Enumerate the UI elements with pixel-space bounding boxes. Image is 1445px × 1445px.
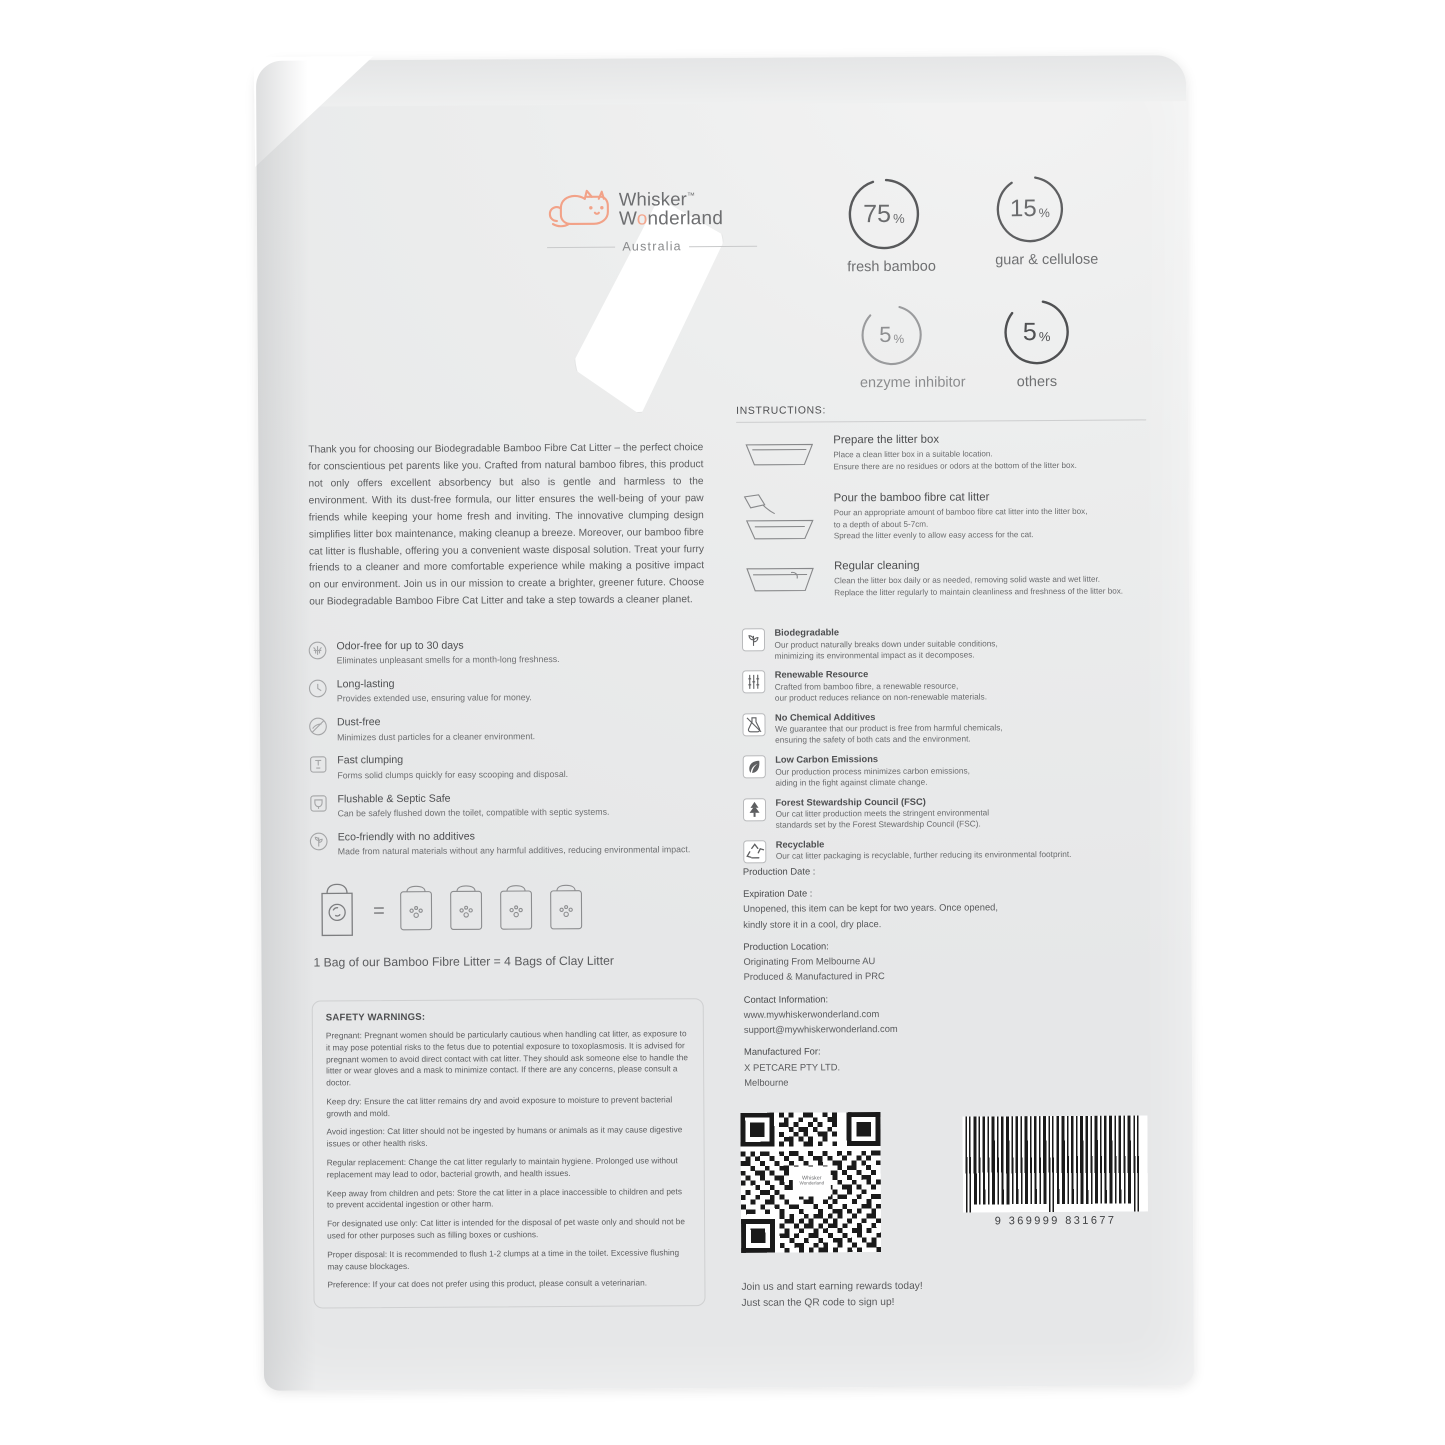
instructions-heading: INSTRUCTIONS: [736, 405, 827, 417]
renewable-bamboo-icon [742, 670, 766, 694]
manufactured-in-text: Produced & Manufactured in PRC [743, 970, 885, 983]
expiration-date-label: Expiration Date : [743, 887, 813, 900]
composition-item-3 [1002, 298, 1071, 390]
odor-free-icon [307, 640, 327, 660]
eco-claim-desc: Our production process minimizes carbon emissions, aiding in the fight against climate change. [775, 765, 970, 788]
rewards-callout [741, 1279, 922, 1313]
brand-name-line2-accent: o [636, 208, 648, 230]
dust-free-icon [308, 717, 328, 737]
eco-claim-item [741, 625, 1141, 661]
composition-value-3: 5 [1022, 317, 1037, 346]
safety-warning-item: Preference: If your cat does not prefer using this product, please consult a veterinarian. [327, 1277, 648, 1290]
biodegradable-icon [741, 628, 765, 652]
composition-label-1: guar & cellulose [995, 251, 1099, 269]
trademark-symbol: ™ [686, 191, 696, 201]
equals-sign: = [373, 900, 385, 923]
clay-bag-icon [397, 884, 435, 939]
feature-item [308, 714, 708, 743]
safety-warning-item: Avoid ingestion: Cat litter should not be ingested by humans or animals as it may cause digestive issues or other health risks. [326, 1124, 683, 1149]
toilet-icon [308, 793, 328, 813]
brand-name-line2-post: nderland [647, 207, 724, 230]
eco-claim-desc: Crafted from bamboo fibre, a renewable resource, our product reduces reliance on non-renewable materials. [774, 680, 988, 703]
safety-warning-item: Proper disposal: It is recommended to flush 1-2 clumps at a time in the toilet. Excessive flushing may cause blockages. [327, 1247, 680, 1271]
fsc-tree-icon [742, 797, 766, 821]
eco-claim-title: Biodegradable [774, 627, 840, 638]
feature-desc: Made from natural materials without any harmful additives, reducing environmental impact. [337, 844, 691, 857]
recyclable-icon [743, 840, 767, 864]
barcode-bars [962, 1115, 1148, 1212]
instruction-title: Prepare the litter box [833, 433, 940, 447]
company-name: X PETCARE PTY LTD. [744, 1060, 841, 1073]
logo-divider-right [689, 245, 757, 246]
instruction-desc: Clean the litter box daily or as needed, removing solid waste and wet litter. Replace the litter regularly to maintain cleanliness and freshness of the litter box. [834, 574, 1124, 598]
eco-claim-desc: Our cat litter packaging is recyclable, further reducing its environmental footprint. [775, 849, 1072, 862]
composition-item-2 [859, 303, 965, 392]
feature-title: Odor-free for up to 30 days [336, 639, 464, 653]
safety-warning-item: Keep dry: Ensure the cat litter remains dry and avoid exposure to moisture to prevent bacterial growth and mold. [326, 1094, 673, 1119]
feature-title: Long-lasting [336, 678, 395, 691]
eco-claim-desc: We guarantee that our product is free from harmful chemicals, ensuring the safety of both cats and the environment. [775, 722, 1003, 746]
brand-name-line1: Whisker [618, 188, 688, 210]
brand-country: Australia [622, 239, 682, 254]
feature-title: Flushable & Septic Safe [337, 792, 451, 805]
clay-bag-icon [447, 883, 485, 938]
eco-claim-item [742, 668, 1142, 704]
equivalence-caption: 1 Bag of our Bamboo Fibre Litter = 4 Bags of Clay Litter [313, 953, 614, 970]
litter-bag-icon [313, 880, 361, 943]
product-intro-paragraph: Thank you for choosing our Biodegradable Bamboo Fibre Cat Litter – the perfect choice for conscientious pet parents like you. Crafted from natural bamboo fibres, this product not only offers excellent absorbency but also is gentle and harmless to the environment. With its dust-free formula, our litter ensures the well-being of your paw friends while keeping your home fresh and inviting. The innovative clumping design simplifies litter box maintenance, making cleanup a breeze. Moreover, our bamboo fibre cat litter is flushable, offering you a convenient waste disposal solution. Treat your furry friends to a cleaner and more comfortable experience while making a positive impact on our environment. Join us in our mission to create a brighter, greener future. Choose our Biodegradable Bamboo Fibre Cat Litter and take a step towards a cleaner planet. [308, 442, 705, 608]
expiration-note: Unopened, this item can be kept for two years. Once opened, kindly store it in a cool, dry place. [743, 901, 999, 930]
production-date-label: Production Date : [742, 865, 816, 877]
safety-warning-item: Pregnant: Pregnant women should be particularly cautious when handling cat litter, as exposure to it may pose potential risks to the fetus due to potential exposure to toxoplasmosis. It is advised for pregnant women to avoid direct contact with cat litter. They should ask someone else to handle the litter or wear gloves and a mask to minimize contact. If there are any concerns, please consult a doctor. [325, 1028, 688, 1088]
instructions-section [736, 403, 1147, 619]
brand-name-line2-pre: W [618, 208, 637, 230]
composition-label-2: enzyme inhibitor [859, 374, 966, 392]
eco-claim-item [742, 753, 1142, 789]
composition-item-0 [847, 177, 936, 276]
safety-warning-item: For designated use only: Cat litter is intended for the disposal of pet waste only and should not be used for other purposes such as filling boxes or cushions. [327, 1216, 685, 1241]
eco-claim-desc: Our product naturally breaks down under suitable conditions, minimizing its environmental impact as it decomposes. [774, 637, 998, 661]
composition-value-0: 75 [863, 199, 892, 228]
rewards-line1: Join us and start earning rewards today! [741, 1280, 923, 1293]
instruction-step [737, 558, 1147, 606]
rewards-line2: Just scan the QR code to sign up! [741, 1297, 895, 1310]
feature-item [308, 676, 708, 705]
composition-unit-3: % [1038, 328, 1051, 344]
clay-bag-icon [547, 883, 585, 938]
composition-label-3: others [1016, 373, 1058, 391]
safety-warnings-box [312, 998, 706, 1308]
eco-claim-item [743, 837, 1143, 863]
product-meta-info [743, 862, 1124, 1097]
equivalence-graphic [313, 878, 714, 969]
qr-center-line1: Whisker [802, 1175, 822, 1182]
contact-information-label: Contact Information: [743, 993, 829, 1005]
low-carbon-leaf-icon [742, 755, 766, 779]
brand-logo [547, 186, 757, 254]
clay-bag-icon [497, 883, 535, 938]
safety-warnings-heading: SAFETY WARNINGS: [325, 1011, 426, 1024]
instruction-title: Regular cleaning [834, 559, 920, 573]
feature-desc: Provides extended use, ensuring value for money. [336, 692, 532, 704]
composition-item-1 [995, 174, 1099, 269]
instruction-title: Pour the bamboo fibre cat litter [833, 491, 990, 505]
feature-desc: Forms solid clumps quickly for easy scooping and disposal. [337, 768, 569, 781]
instruction-step [736, 432, 1146, 480]
no-chemicals-icon [742, 712, 766, 736]
eco-claim-item [742, 795, 1142, 831]
composition-label-0: fresh bamboo [847, 258, 936, 276]
composition-value-1: 15 [1009, 195, 1037, 223]
feature-desc: Minimizes dust particles for a cleaner environment. [337, 730, 536, 742]
safety-warning-item: Regular replacement: Change the cat litter regularly to maintain hygiene. Prolonged use without replacement may lead to odor, bacterial growth, and health issues. [326, 1155, 678, 1180]
scoop-litter-box-icon [737, 560, 823, 606]
company-city: Melbourne [744, 1076, 789, 1088]
website-text: www.mywhiskerwonderland.com [743, 1007, 880, 1020]
composition-unit-2: % [893, 331, 905, 346]
qr-center-logo [793, 1166, 831, 1196]
feature-item [308, 753, 708, 782]
feature-item [309, 829, 709, 858]
eco-claim-title: Forest Stewardship Council (FSC) [775, 796, 926, 808]
feature-list [307, 638, 708, 869]
eco-claim-desc: Our cat litter production meets the stringent environmental standards set by the Forest Stewardship Council (FSC). [775, 807, 990, 830]
instruction-desc: Pour an appropriate amount of bamboo fibre cat litter into the litter box, to a depth of about 5-7cm. Spread the litter evenly to allow easy access for the cat. [833, 506, 1088, 541]
clock-icon [308, 679, 328, 699]
barcode-number: 9 369999 831677 [994, 1214, 1117, 1228]
qr-code[interactable] [740, 1112, 881, 1253]
eco-claim-title: Renewable Resource [774, 669, 869, 681]
product-bag-back-panel [256, 55, 1194, 1391]
instruction-step [737, 490, 1147, 548]
feature-desc: Eliminates unpleasant smells for a month-long freshness. [336, 654, 560, 666]
clumping-icon [308, 755, 328, 775]
eco-claim-title: Low Carbon Emissions [775, 754, 879, 765]
feature-desc: Can be safely flushed down the toilet, compatible with septic systems. [337, 806, 610, 819]
cat-face-icon [547, 187, 611, 233]
ean13-barcode [962, 1115, 1148, 1227]
feature-title: Fast clumping [337, 754, 404, 767]
composition-unit-0: % [892, 210, 905, 226]
feature-item [308, 791, 708, 820]
eco-claim-item [742, 710, 1142, 746]
eco-claim-title: No Chemical Additives [774, 711, 876, 723]
eco-claims-list [741, 625, 1142, 872]
safety-warning-item: Keep away from children and pets: Store the cat litter in a place inaccessible to children and pets to prevent accidental ingestion or other harm. [326, 1185, 683, 1210]
production-location-label: Production Location: [743, 940, 829, 952]
logo-divider-left [547, 246, 615, 247]
composition-unit-1: % [1038, 206, 1050, 221]
instructions-divider [736, 419, 1146, 423]
eco-leaf-icon [309, 831, 329, 851]
feature-title: Eco-friendly with no additives [337, 830, 475, 844]
support-email-text: support@mywhiskerwonderland.com [743, 1023, 898, 1035]
instruction-desc: Place a clean litter box in a suitable location. Ensure there are no residues or odors at the bottom of the litter box. [833, 449, 1077, 472]
feature-title: Dust-free [336, 716, 381, 729]
qr-center-line2: Wonderland [799, 1180, 825, 1186]
composition-value-2: 5 [879, 321, 892, 348]
origin-text: Originating From Melbourne AU [743, 955, 876, 968]
eco-claim-title: Recyclable [775, 839, 825, 850]
pour-litter-icon [737, 492, 823, 548]
manufactured-for-label: Manufactured For: [743, 1045, 821, 1058]
empty-litter-box-icon [736, 434, 822, 480]
feature-item [307, 638, 707, 667]
